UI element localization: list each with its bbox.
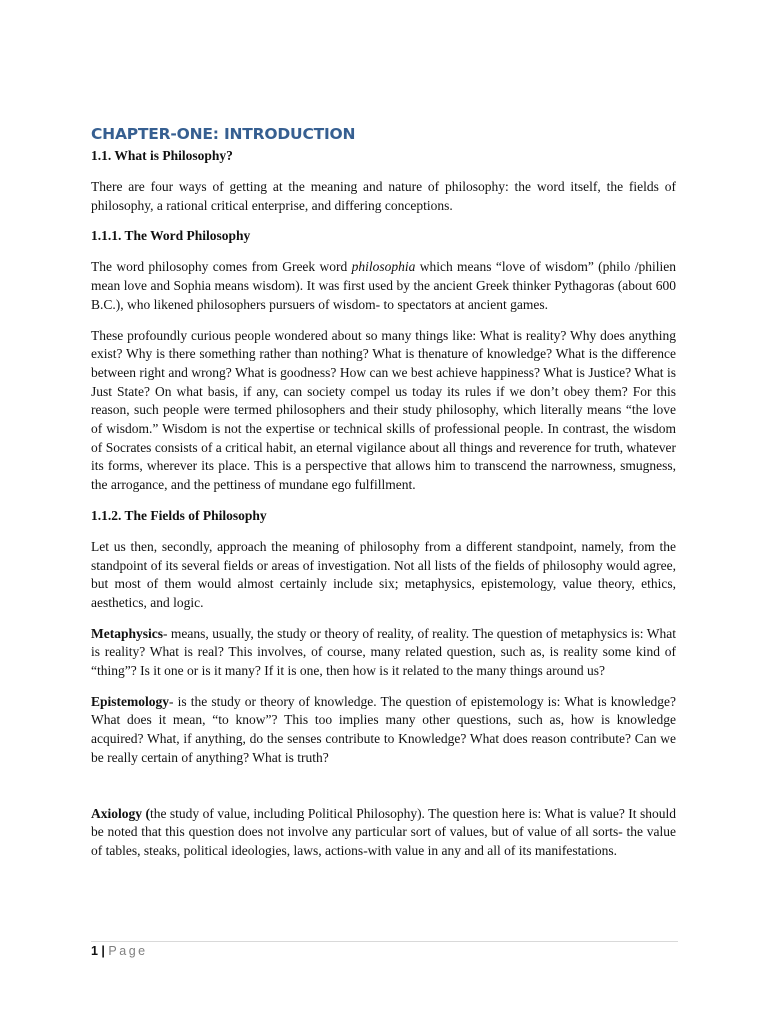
fields-paragraph: Let us then, secondly, approach the meaning of philosophy from a different standpoint, namely, from the standpoint of its several fields or areas of investigation. Not all lists of the fields of philosophy would agree, but most of them would almost certainly include six; metaphysics, epistemology, value theory, ethics, aesthetics, and logic. <box>91 538 676 610</box>
metaphysics-term: Metaphysics <box>91 625 163 641</box>
axiology-term: Axiology ( <box>91 805 150 821</box>
page-footer <box>91 943 148 959</box>
section-heading-what-is-philosophy: 1.1. What is Philosophy? <box>91 148 233 163</box>
word-philosophy-text-a: The word philosophy comes from Greek word <box>91 259 352 275</box>
axiology-paragraph <box>91 805 676 861</box>
footer-separator: | <box>97 944 109 958</box>
metaphysics-text: - means, usually, the study or theory of reality, of reality. The question of metaphysics is: What is reality? What is real? This involves, of course, many related question, such as, is reality some kind of “thing”? Is it one or is it many? If it is one, then how is it related to the many things around us? <box>91 625 676 679</box>
epistemology-paragraph <box>91 693 676 768</box>
page-content <box>91 124 676 861</box>
section-heading-word-philosophy: 1.1.1. The Word Philosophy <box>91 228 251 244</box>
section-heading-fields-of-philosophy: 1.1.2. The Fields of Philosophy <box>91 507 267 523</box>
footer-divider <box>91 941 678 942</box>
philosophia-term: philosophia <box>351 259 416 275</box>
intro-paragraph: There are four ways of getting at the meaning and nature of philosophy: the word itself, the fields of philosophy, a rational critical enterprise, and differing conceptions. <box>91 179 676 213</box>
word-philosophy-text-b: which means “love of wisdom” (philo /philien mean love and Sophia means wisdom). It was first used by the ancient Greek thinker Pythagoras (about 600 B.C.), who likened philosophers pursuers of wisdom- to spectators at ancient games. <box>91 259 676 312</box>
epistemology-term: Epistemology <box>91 693 170 709</box>
axiology-text: the study of value, including Political Philosophy). The question here is: What is value? It should be noted that this question does not involve any particular sort of values, but of value of all sorts- the value of tables, steaks, political ideologies, laws, actions-with value in any and all of its manifestations. <box>91 805 676 858</box>
epistemology-text: - is the study or theory of knowledge. The question of epistemology is: What is knowledge? What does it mean, “to know”? This too implies many other questions, such as, how is knowledge acquired? What, if anything, do the senses contribute to Knowledge? What does reason contribute? Can we be really certain of anything? What is truth? <box>91 693 676 765</box>
metaphysics-paragraph <box>91 625 676 681</box>
chapter-title: CHAPTER-ONE: INTRODUCTION <box>91 125 356 143</box>
page-number: 1 <box>91 944 98 958</box>
word-philosophy-paragraph <box>91 258 676 314</box>
page-label: Page <box>108 944 148 958</box>
curious-people-paragraph: These profoundly curious people wondered about so many things like: What is reality? Why does anything exist? Why is there something rather than nothing? What is thenature of knowledge? What is the difference between right and wrong? What is goodness? How can we best achieve happiness? What is Justice? What is Just State? On what basis, if any, can society compel us today its rules if we don’t obey them? For this reason, such people were termed philosophers and their study philosophy, which literally means “the love of wisdom.” Wisdom is not the expertise or technical skills of professional people. In contrast, the wisdom of Socrates consists of a critical habit, an eternal vigilance about all things and reverence for truth, whatever its forms, wherever its place. This is a perspective that allows him to transcend the narrowness, smugness, the arrogance, and the pettiness of mundane ego fulfillment. <box>91 327 676 493</box>
